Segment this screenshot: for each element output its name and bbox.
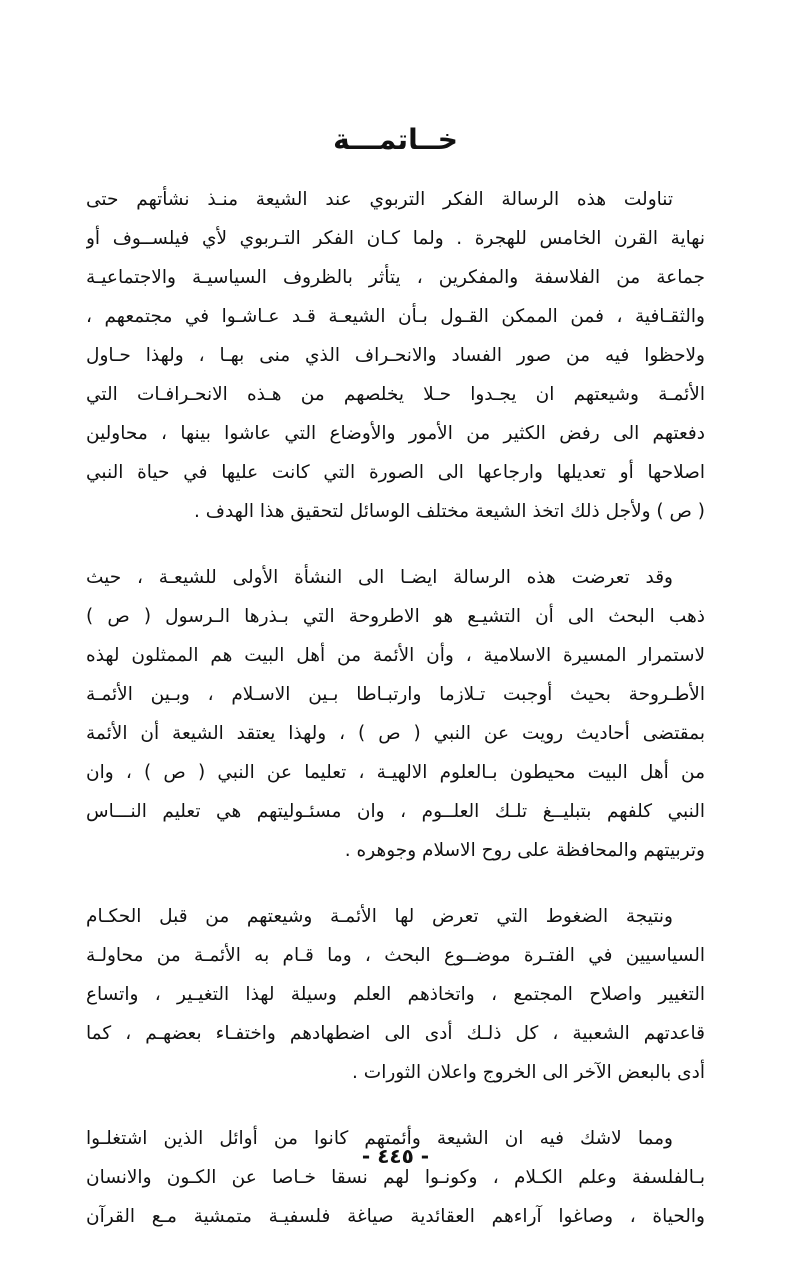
paragraph-4 bbox=[86, 1119, 705, 1236]
paragraph-2 bbox=[86, 558, 705, 870]
text-line: التغيير واصلاح المجتمع ، واتخاذهم العلم وسيلة لهذا التغيـير ، واتساع bbox=[86, 984, 705, 1005]
text-line: قاعدتهم الشعبية ، كل ذلـك أدى الى اضطهادهم واختفـاء بعضهـم ، كما bbox=[86, 1023, 705, 1044]
text-line: نهاية القرن الخامس للهجرة . ولما كـان الفكر التـربوي لأي فيلســوف أو bbox=[86, 228, 705, 249]
page-number: - ٤٤٥ - bbox=[361, 1144, 430, 1168]
text-line: ونتيجة الضغوط التي تعرض لها الأئمـة وشيعتهم من قبل الحكـام bbox=[86, 906, 673, 927]
text-line: لاستمرار المسيرة الاسلامية ، وأن الأئمة من أهل البيت هم الممثلون لهذه bbox=[86, 645, 705, 666]
text-line: وتربيتهم والمحافظة على روح الاسلام وجوهره . bbox=[344, 840, 705, 861]
text-line: أدى بالبعض الآخر الى الخروج واعلان الثورات . bbox=[352, 1062, 705, 1083]
text-line: تناولت هذه الرسالة الفكر التربوي عند الشيعة منـذ نشأتهم حتى bbox=[86, 189, 673, 210]
paragraph-1 bbox=[86, 180, 705, 531]
text-line: دفعتهم الى رفض الكثير من الأمور والأوضاع التي عاشوا بينها ، محاولين bbox=[86, 423, 705, 444]
text-line: الأئمـة وشيعتهم ان يجـدوا حـلا يخلصهم من هـذه الانحـرافـات التي bbox=[86, 384, 705, 405]
text-line: بـالفلسفة وعلم الكـلام ، وكونـوا لهم نسقا خـاصا عن الكـون والانسان bbox=[86, 1167, 705, 1188]
text-line: والحياة ، وصاغوا آراءهم العقائدية صياغة فلسفيـة متمشية مـع القرآن bbox=[86, 1206, 705, 1227]
text-line: الأطـروحة بحيث أوجبت تـلازما وارتبـاطا بـين الاسـلام ، وبـين الأئمـة bbox=[86, 684, 705, 705]
body-text bbox=[86, 180, 705, 1263]
text-line: ومما لاشك فيه ان الشيعة وأئمتهم كانوا من أوائل الذين اشتغلـوا bbox=[86, 1128, 673, 1149]
text-line: ذهب البحث الى أن التشيـع هو الاطروحة التي بـذرها الـرسول ( ص ) bbox=[86, 606, 705, 627]
text-line: النبي كلفهم بتبليــغ تلـك العلــوم ، وان مسئـوليتهم هي تعليم النـــاس bbox=[86, 801, 705, 822]
text-line: والثقـافية ، فمن الممكن القـول بـأن الشيعـة قـد عـاشـوا في مجتمعهم ، bbox=[86, 306, 705, 327]
text-line: اصلاحها أو تعديلها وارجاعها الى الصورة التي كانت عليها في حياة النبي bbox=[86, 462, 705, 483]
text-line: بمقتضى أحاديث رويت عن النبي ( ص ) ، ولهذا يعتقد الشيعة أن الأئمة bbox=[86, 723, 705, 744]
text-line: ولاحظوا فيه من صور الفساد والانحـراف الذي منى بهـا ، ولهذا حـاول bbox=[86, 345, 705, 366]
text-line: جماعة من الفلاسفة والمفكرين ، يتأثر بالظروف السياسيـة والاجتماعيـة bbox=[86, 267, 705, 288]
text-line: وقد تعرضت هذه الرسالة ايضـا الى النشأة الأولى للشيعـة ، حيث bbox=[86, 567, 673, 588]
page-title: خــاتمـــة bbox=[333, 123, 458, 156]
text-line: ( ص ) ولأجل ذلك اتخذ الشيعة مختلف الوسائل لتحقيق هذا الهدف . bbox=[194, 501, 705, 522]
paragraph-3 bbox=[86, 897, 705, 1092]
text-line: من أهل البيت محيطون بـالعلوم الالهيـة ، تعليما عن النبي ( ص ) ، وان bbox=[86, 762, 705, 783]
text-line: السياسيين في الفتـرة موضــوع البحث ، وما قـام به الأئمـة من محاولـة bbox=[86, 945, 705, 966]
